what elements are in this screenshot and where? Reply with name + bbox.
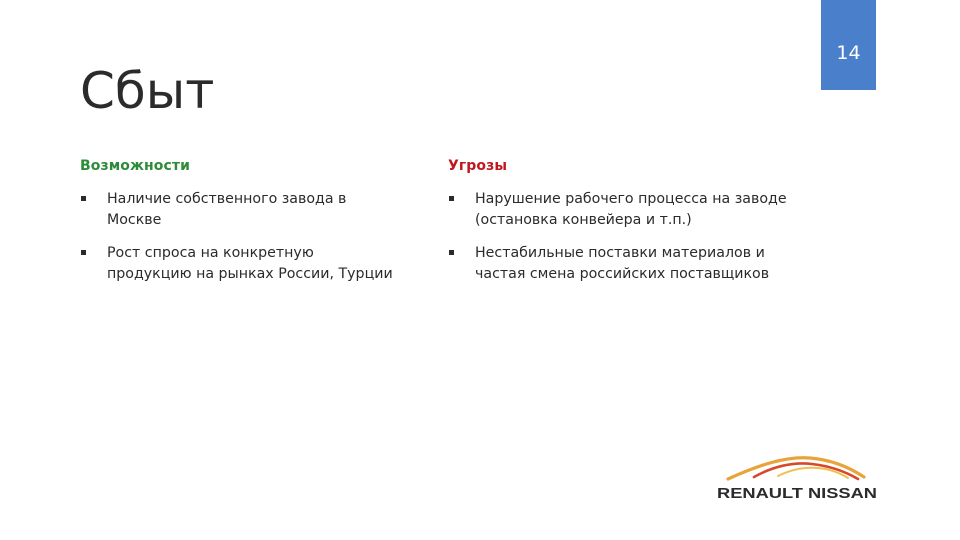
slide-title: Сбыт [80,62,215,120]
opportunity-item [80,189,400,231]
threat-item-text: Нарушение рабочего процесса на заводе (остановка конвейера и т.п.) [475,191,787,228]
threat-item [448,243,788,285]
threat-item [448,189,788,231]
square-bullet-icon [449,196,454,201]
opportunity-item [80,243,400,285]
opportunities-list [80,189,400,297]
square-bullet-icon [81,196,86,201]
logo-text: RENAULT NISSAN [717,486,877,502]
square-bullet-icon [449,250,454,255]
renault-nissan-logo [714,452,880,504]
opportunities-heading: Возможности [80,158,191,174]
opportunity-item-text: Наличие собственного завода в Москве [107,191,347,228]
page-number: 14 [836,42,861,64]
page-number-box [821,0,876,90]
threats-list [448,189,788,297]
opportunity-item-text: Рост спроса на конкретную продукцию на рынках России, Турции [107,245,393,282]
square-bullet-icon [81,250,86,255]
threat-item-text: Нестабильные поставки материалов и частая смена российских поставщиков [475,245,770,282]
threats-heading: Угрозы [448,158,508,174]
